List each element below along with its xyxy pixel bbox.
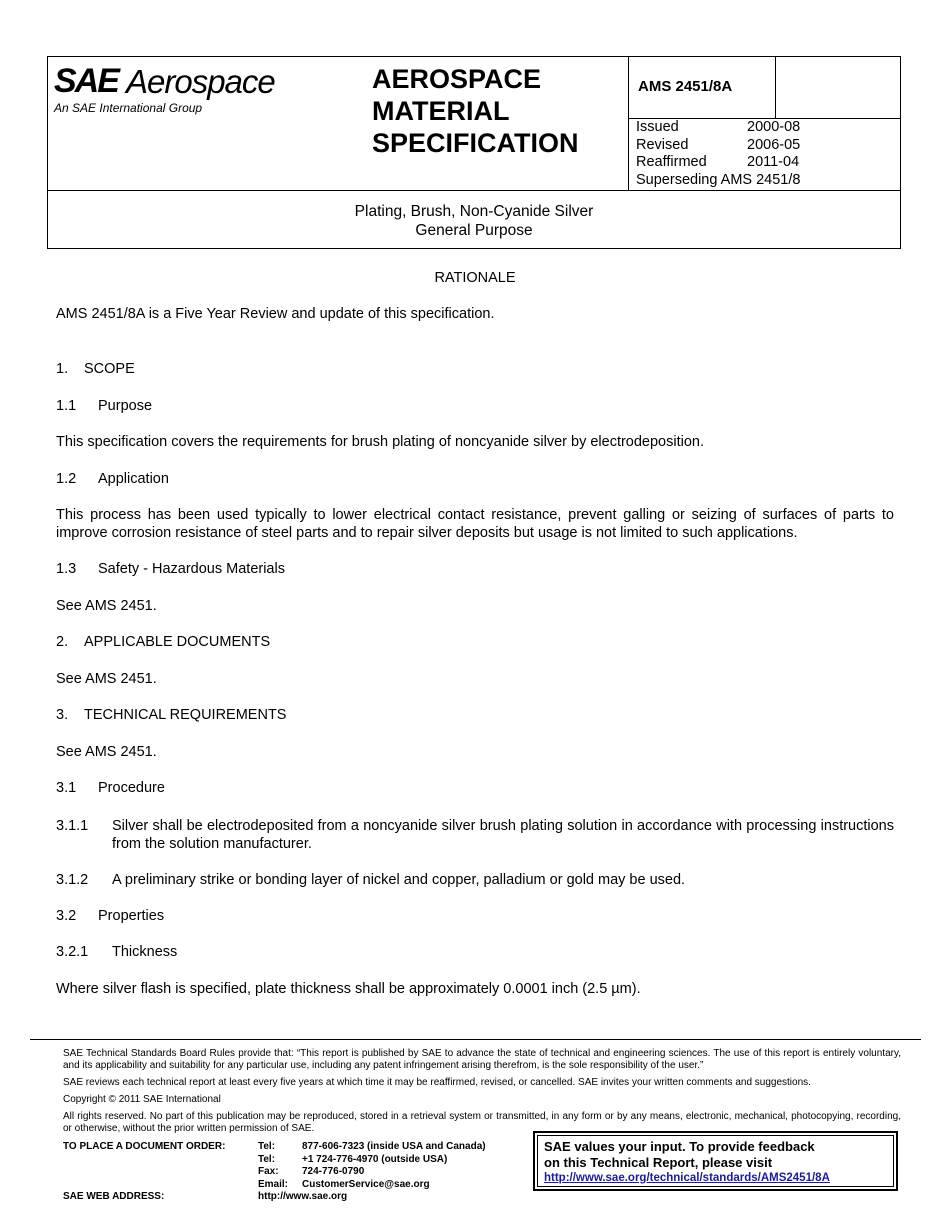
paragraph: See AMS 2451. [56, 598, 157, 614]
section-heading [56, 633, 270, 651]
sae-aerospace-logo [54, 63, 304, 117]
title-line: SPECIFICATION [372, 128, 579, 158]
section-title: Application [98, 471, 169, 487]
section-title: Procedure [98, 780, 165, 796]
section-number: 3. [56, 707, 69, 723]
paragraph: See AMS 2451. [56, 744, 157, 760]
email-address: CustomerService@sae.org [302, 1179, 430, 1190]
footer-rules-text: SAE Technical Standards Board Rules provide that: “This report is published by SAE to advance the state of technical and engineering sciences. The use of this report is entirely voluntary, and its applicability and suitability for any particular use, including any patent infringement arising therefrom, is the sole responsibility of the user.” [63, 1048, 901, 1071]
footer-review-text: SAE reviews each technical report at least every five years at which time it may be reaffirmed, revised, or cancelled. SAE invites your written comments and suggestions. [63, 1077, 811, 1088]
rationale-text: AMS 2451/8A is a Five Year Review and update of this specification. [56, 306, 495, 322]
web-address[interactable]: http://www.sae.org [258, 1191, 348, 1202]
title-line: MATERIAL [372, 96, 510, 126]
tel-us: 877-606-7323 (inside USA and Canada) [302, 1141, 486, 1152]
section-title: SCOPE [84, 361, 135, 377]
section-number: 3.1.1 [56, 818, 89, 834]
section-title: Purpose [98, 398, 153, 414]
revision-dates [636, 119, 800, 189]
divider [628, 57, 629, 191]
document-type-title [372, 63, 612, 159]
section-heading [56, 706, 286, 724]
revised-value: 2006-05 [747, 136, 801, 153]
section-heading [56, 360, 135, 378]
section-heading [56, 943, 177, 961]
document-number: AMS 2451/8A [638, 78, 733, 95]
section-number: 1.3 [56, 561, 77, 577]
issued-row [636, 119, 800, 137]
web-label: SAE WEB ADDRESS: [63, 1191, 165, 1202]
paragraph: A preliminary strike or bonding layer of nickel and copper, palladium or gold may be used. [112, 872, 686, 888]
section-number: 3.2.1 [56, 944, 89, 960]
section-heading [56, 779, 165, 797]
issued-value: 2000-08 [747, 119, 801, 135]
logo-product: Aerospace [126, 63, 275, 100]
subject-line: Plating, Brush, Non-Cyanide Silver [354, 203, 594, 220]
section-number: 3.2 [56, 908, 77, 924]
feedback-text: on this Technical Report, please visit [544, 1155, 773, 1170]
tel-label: Tel: [258, 1154, 276, 1165]
reaffirmed-label: Reaffirmed [636, 154, 707, 170]
paragraph: This process has been used typically to lower electrical contact resistance, prevent galling or seizing of surfaces of parts to improve corrosion resistance of steel parts and to repair silver deposits but usage is not limited to such applications. [56, 507, 894, 541]
footer-copyright: Copyright © 2011 SAE International [63, 1094, 221, 1105]
feedback-box [533, 1131, 898, 1191]
feedback-link[interactable]: http://www.sae.org/technical/standards/AMS2451/8A [544, 1172, 830, 1184]
revised-row [636, 137, 800, 155]
paragraph: See AMS 2451. [56, 671, 157, 687]
section-title: Properties [98, 908, 165, 924]
tel-label: Tel: [258, 1141, 276, 1152]
email-label: Email: [258, 1179, 289, 1190]
feedback-text: SAE values your input. To provide feedback [544, 1139, 815, 1154]
divider [775, 57, 776, 119]
footer-rights-text: All rights reserved. No part of this publication may be reproduced, stored in a retrieval system or transmitted, in any form or by any means, electronic, mechanical, photocopying, recording, or otherwise, without the prior written permission of SAE. [63, 1111, 901, 1134]
document-subject [48, 202, 900, 240]
section-heading [56, 397, 152, 415]
revised-label: Revised [636, 136, 689, 153]
tel-intl: +1 724-776-4970 (outside USA) [302, 1154, 448, 1165]
superseding-row: Superseding AMS 2451/8 [636, 171, 801, 188]
section-number: 1.2 [56, 471, 77, 487]
logo-brand: SAE [54, 62, 118, 100]
reaffirmed-row [636, 154, 800, 172]
issued-label: Issued [636, 119, 679, 135]
section-heading [56, 470, 169, 488]
paragraph: Where silver flash is specified, plate thickness shall be approximately 0.0001 inch (2.5 µm). [56, 981, 641, 997]
fax-label: Fax: [258, 1166, 279, 1177]
section-number: 3.1 [56, 780, 77, 796]
section-title: APPLICABLE DOCUMENTS [84, 634, 271, 650]
section-heading [56, 560, 285, 578]
section-number: 1. [56, 361, 69, 377]
section-number: 3.1.2 [56, 872, 89, 888]
section-title: Safety - Hazardous Materials [98, 561, 285, 577]
section-title: TECHNICAL REQUIREMENTS [84, 707, 287, 723]
paragraph: Silver shall be electrodeposited from a noncyanide silver brush plating solution in accordance with processing instructions from the solution manufacturer. [112, 818, 894, 852]
section-number: 1.1 [56, 398, 77, 414]
order-label: TO PLACE A DOCUMENT ORDER: [63, 1141, 226, 1152]
fax-number: 724-776-0790 [302, 1166, 365, 1177]
section-number: 2. [56, 634, 69, 650]
feedback-box-inner [537, 1135, 894, 1187]
section-heading [56, 907, 164, 925]
footer-rule [30, 1039, 921, 1040]
title-line: AEROSPACE [372, 64, 542, 94]
subject-line: General Purpose [415, 222, 533, 239]
header-box [47, 56, 901, 249]
divider [48, 190, 900, 191]
section-title: Thickness [112, 944, 178, 960]
reaffirmed-value: 2011-04 [747, 154, 800, 170]
logo-subtitle: An SAE International Group [54, 101, 203, 115]
paragraph: This specification covers the requirements for brush plating of noncyanide silver by electrodeposition. [56, 434, 705, 450]
rationale-heading: RATIONALE [434, 270, 516, 286]
